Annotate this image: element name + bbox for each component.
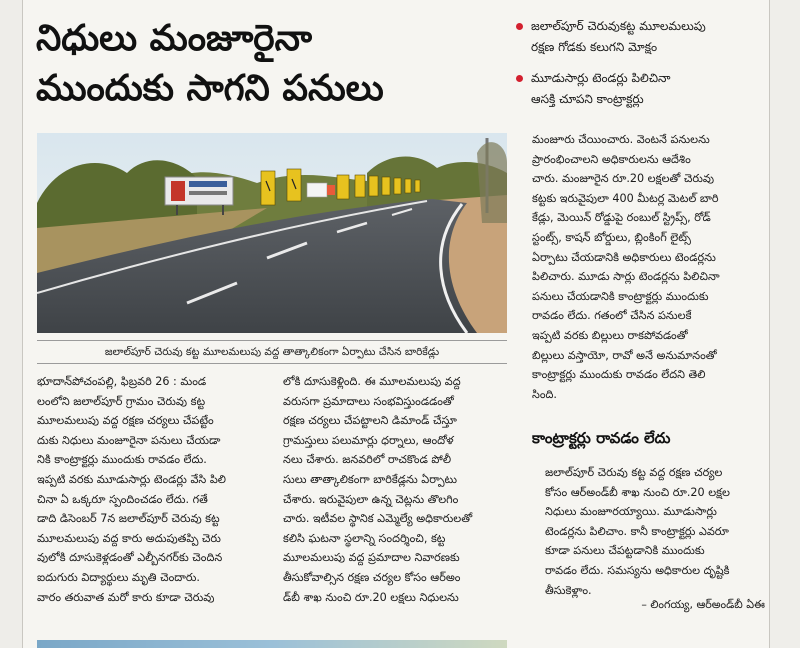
article-line: స్టంట్స్, కాషన్ బోర్డులు, బ్లింకింగ్ లైట్స్	[532, 230, 691, 244]
bullet-dot-icon	[516, 75, 523, 82]
article-line: సింది.	[532, 387, 557, 401]
article-column-1	[37, 372, 262, 607]
article-line: రక్షణ చర్యలు చేపట్టాలని డిమాండ్ చేస్తూ	[283, 414, 457, 428]
article-line: ఇప్పటి వరకు బిల్లులు రాకపోవడంతో	[532, 328, 688, 342]
article-column-2	[283, 372, 508, 607]
article-line: కూడా పనులు చేపట్టడానికి ముందుకు	[545, 544, 705, 558]
article-line: లంలోని జలాల్‌పూర్ గ్రామం చెరువు కట్ట	[37, 394, 206, 408]
article-line: కాంట్రాక్టర్లు ముందుకు రావడం లేదని తెలి	[532, 368, 706, 382]
highlight-item	[516, 16, 766, 58]
headline	[36, 14, 506, 114]
highlight-item	[516, 68, 766, 110]
article-line: మూలమలుపు వద్ద ప్రమాదాల నివారణకు	[283, 551, 460, 565]
article-line: దుకు నిధులు మంజూరైనా పనులు చేయడా	[37, 433, 221, 447]
article-line: తీసుకోవాల్సిన రక్షణ చర్యల కోసం ఆర్‌అం	[283, 570, 461, 584]
article-line: వులోకి దూసుకెళ్లడంతో ఎల్బీనగర్‌కు చెందిన	[37, 551, 223, 565]
road-photo	[37, 133, 507, 333]
article-line: ప్రారంభించాలని అధికారులను ఆదేశిం	[532, 152, 691, 166]
article-line: పిలిచారు. మూడు సార్లు టెండర్లను పిలిచినా	[532, 270, 720, 284]
subhead: కాంట్రాక్టర్లు రావడం లేదు	[532, 429, 671, 447]
article-line: సులు తాత్కాలికంగా బారికేడ్లను ఏర్పాటు	[283, 472, 458, 486]
article-line: వరుసగా ప్రమాదాలు సంభవిస్తుండడంతో	[283, 394, 454, 408]
article-line: జలాల్‌పూర్ చెరువు కట్ట వద్ద రక్షణ చర్యల	[545, 466, 723, 479]
article-line: చారు. ఇటీవల స్థానిక ఎమ్మెల్యే అధికారులతో	[283, 512, 473, 526]
article-line: భూదాన్‌పోచంపల్లి, ఫిబ్రవరి 26 : మండ	[37, 375, 207, 388]
article-line: గ్రామస్తులు పలుమార్లు ధర్నాలు, ఆందోళ	[283, 433, 454, 447]
article-line: పనులు చేయడానికి కాంట్రాక్టర్లు ముందుకు	[532, 289, 709, 303]
article-line: కేడ్లు, మెయిన్ రోడ్డుపై రంబుల్ స్ట్రిప్స్, రోడ్	[532, 211, 711, 225]
highlight-line: జలాల్‌పూర్ చెరువుకట్ట మూలమలుపు	[531, 19, 706, 33]
left-cropped-column	[0, 0, 23, 648]
article-line: చేశారు. ఇరువైపులా ఉన్న చెట్లను తొలగిం	[283, 492, 459, 506]
article-line: రావడం లేదు. సమస్యను అధికారుల దృష్టికి	[545, 563, 730, 577]
headline-line-1: నిధులు మంజూరైనా	[36, 18, 313, 59]
highlight-line: ఆసక్తి చూపని కాంట్రాక్టర్లు	[531, 92, 644, 106]
right-cropped-column	[769, 0, 800, 648]
article-line: కలిసి ఘటనా స్థలాన్ని సందర్శించి, కట్ట	[283, 531, 446, 545]
quote-attribution: – లింగయ్య, ఆర్‌అండ్‌బీ ఏఈ	[641, 598, 765, 611]
article-line: నికి కాంట్రాక్టర్లు ముందుకు రావడం లేదు.	[37, 453, 207, 467]
article-line: ఇప్పటి వరకు మూడుసార్లు టెండర్లు వేసి పిలి	[37, 472, 226, 486]
article-line: మంజూరు చేయించారు. వెంటనే పనులను	[532, 133, 710, 146]
article-line: నిధులు మంజూరయ్యాయి. మూడుసార్లు	[545, 505, 717, 519]
highlight-line: రక్షణ గోడకు కలుగని మోక్షం	[531, 40, 658, 54]
headline-line-2: ముందుకు సాగని పనులు	[36, 68, 384, 109]
article-column-3	[532, 130, 764, 404]
article-line: టెండర్లను పిలిచాం. కానీ కాంట్రాక్టర్లు ఎవరూ	[545, 524, 729, 538]
article-line: బిల్లులు వస్తాయో, రావో అనే అనుమానంతో	[532, 348, 717, 362]
article-line: మూలమలుపు వద్ద రక్షణ చర్యలు చేపట్టేం	[37, 414, 214, 428]
next-photo-edge	[37, 640, 507, 648]
article-line: కోసం ఆర్‌అండ్‌బీ శాఖ నుంచి రూ.20 లక్షల	[545, 485, 730, 499]
bullet-dot-icon	[516, 23, 523, 30]
article-line: డాది డిసెంబర్ 7న జలాల్‌పూర్ చెరువు కట్ట	[37, 512, 220, 526]
article-line: వారం తరువాత మరో కారు కూడా చెరువు	[37, 590, 215, 604]
article-line: ఐదుగురు విద్యార్థులు మృతి చెందారు.	[37, 570, 200, 584]
highlight-line: మూడుసార్లు టెండర్లు పిలిచినా	[531, 71, 671, 85]
photo-caption: జలాల్‌పూర్ చెరువు కట్ట మూలమలుపు వద్ద తాత్కాలికంగా ఏర్పాటు చేసిన బారికేడ్లు	[37, 340, 507, 364]
article-line: చినా ఏ ఒక్కరూ స్పందించడం లేదు. గతే	[37, 492, 208, 506]
article-line: డ్‌బీ శాఖ నుంచి రూ.20 లక్షలు నిధులను	[283, 590, 459, 604]
article-line: చారు. మంజూరైన రూ.20 లక్షలతో చెరువు	[532, 172, 715, 186]
article-line: లోకి దూసుకెళ్లింది. ఈ మూలమలుపు వద్ద	[283, 375, 461, 388]
article-line: తీసుకెళ్లాం.	[545, 583, 592, 597]
article-line: ఏర్పాటు చేయడానికి అధికారులు టెండర్లను	[532, 250, 716, 264]
article-line: కట్టకు ఇరువైపులా 400 మీటర్ల మెటల్ బారి	[532, 191, 719, 205]
article-line: నలు చేశారు. జనవరిలో రాచకొండ పోలీ	[283, 453, 452, 467]
official-quote	[545, 463, 765, 600]
article-line: రావడం లేదు. గతంలో చేసిన పనులకే	[532, 309, 692, 323]
highlights	[516, 16, 766, 120]
article-line: మూలమలుపు వద్ద కారు అదుపుతప్పి చెరు	[37, 531, 221, 545]
